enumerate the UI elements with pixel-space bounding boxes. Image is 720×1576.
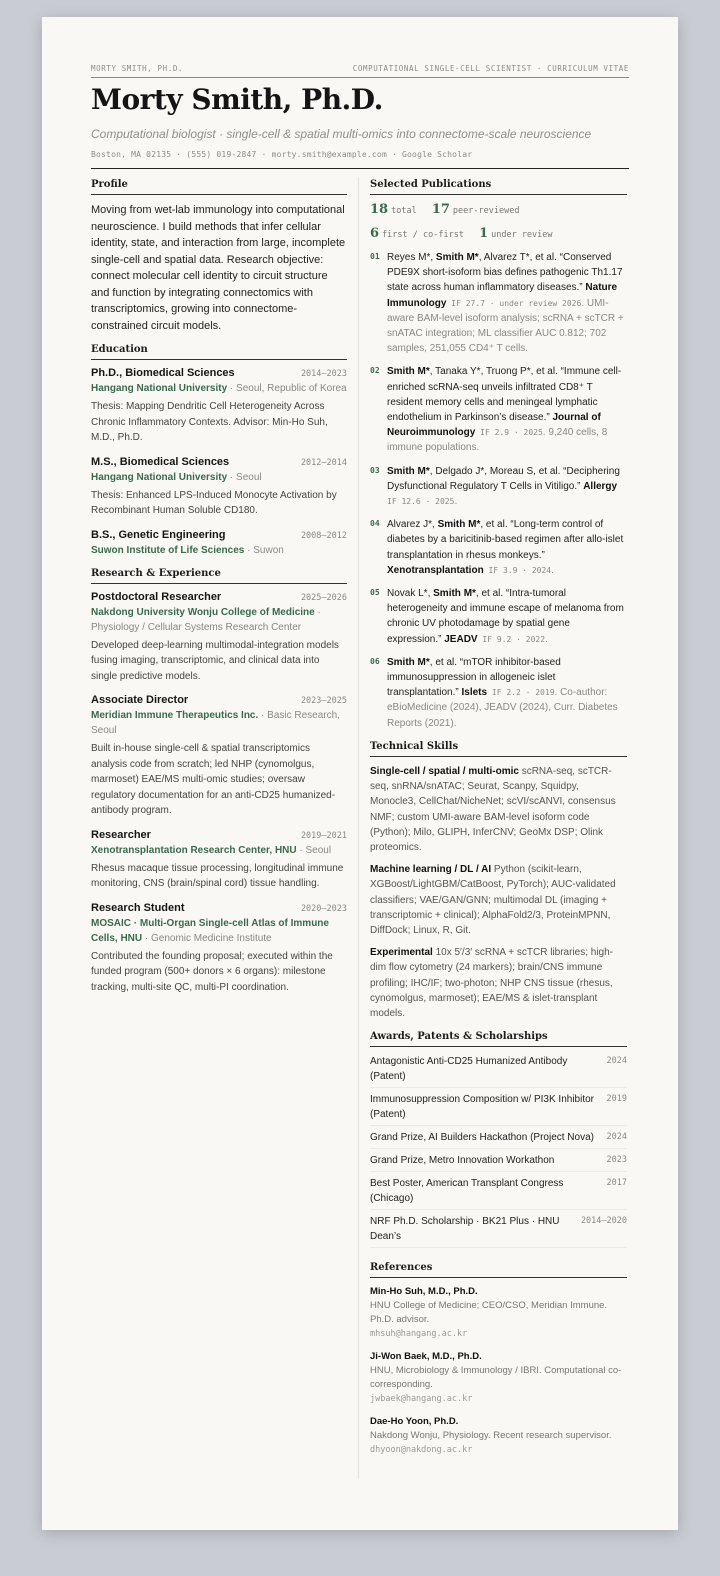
award-item [370, 1050, 627, 1088]
skill-group [370, 764, 627, 855]
entry-date: 2019–2021 [300, 830, 347, 841]
organization-name: Xenotransplantation Research Center, HNU [91, 844, 297, 856]
skill-group-text: Python (scikit-learn, XGBoost/LightGBM/CatBoost, PyTorch); AUC-validated classifiers; VAE/GAN/GNN; multimodal DL (imaging + transcriptomic + clinical); AlphaFold2/3, ProteinMPNN, DiffDock; Linux, R, Git. [370, 864, 616, 936]
reference-item [370, 1350, 627, 1406]
pub-authors-pre: Alvarez J*, [387, 519, 438, 531]
pub-note: . [551, 564, 554, 576]
entry-description: Developed deep-learning multimodal-integration models fusing imaging, transcriptomic, and clinical data into single predictive models. [91, 639, 339, 682]
award-date: 2024 [606, 1056, 627, 1067]
reference-email[interactable]: jwbaek@hangang.ac.kr [370, 1394, 473, 1405]
award-text: Antagonistic Anti-CD25 Humanized Antibody (Patent) [370, 1056, 568, 1083]
education-entry [91, 367, 347, 446]
pub-citation: , et al. “Long-term control of diabetes by a baricitinib-based regimen after allo-islet transplantation in rhesus monkeys.” [387, 519, 624, 561]
pub-impact-meta: IF 27.7 · under review 2026 [446, 298, 582, 308]
pub-self-author: Smith M* [437, 519, 481, 531]
publication-item [370, 517, 627, 578]
award-text: Best Poster, American Transplant Congress (Chicago) [370, 1178, 564, 1205]
education-list [91, 367, 347, 558]
reference-role: Nakdong Wonju, Physiology. Recent research supervisor. [370, 1430, 612, 1442]
award-item [370, 1149, 627, 1172]
running-header-name: MORTY SMITH, PH.D. [91, 64, 184, 73]
pub-citation: , et al. “mTOR inhibitor-based immunosuppression in allogeneic islet transplantation.” [387, 656, 561, 699]
stat-review-count: 1 [479, 226, 489, 241]
role-title: Researcher [91, 828, 151, 841]
tagline: Computational biologist · single-cell & spatial multi-omics into connectome-scale neuroscience [91, 127, 592, 141]
education-heading: Education [91, 344, 347, 360]
degree-title: B.S., Genetic Engineering [91, 528, 226, 541]
degree-title: M.S., Biomedical Sciences [91, 455, 230, 468]
entry-description: Thesis: Mapping Dendritic Cell Heterogeneity Across Chronic Inflammatory Contexts. Advisor: Min-Ho Suh, M.D., Ph.D. [91, 401, 328, 443]
skill-group-label: Experimental [370, 947, 433, 959]
pub-impact-meta: IF 3.9 · 2024 [483, 565, 552, 575]
organization-name: Nakdong University Wonju College of Medicine [91, 606, 315, 618]
pub-journal: Islets [461, 687, 488, 699]
degree-title: Ph.D., Biomedical Sciences [91, 367, 235, 379]
pub-note: . [545, 633, 548, 645]
entry-date: 2025–2026 [300, 592, 347, 603]
pub-journal: JEADV [444, 633, 478, 645]
institution-location: · Suwon [244, 544, 284, 556]
award-date: 2014–2020 [580, 1216, 627, 1227]
institution-name: Hangang National University [91, 471, 228, 483]
awards-heading: Awards, Patents & Scholarships [370, 1031, 627, 1047]
entry-date: 2020–2023 [300, 903, 347, 914]
entry-description: Rhesus macaque tissue processing, longitudinal immune monitoring, CNS (brain/spinal cord) tissue handling. [91, 862, 344, 889]
pub-impact-meta: IF 9.2 · 2022 [477, 634, 546, 644]
pub-authors-pre: Reyes M*, [387, 252, 436, 263]
experience-entry [91, 591, 347, 685]
organization-name: MOSAIC · Multi-Organ Single-cell Atlas of Immune Cells, HNU [91, 917, 329, 944]
pub-citation: , Alvarez T*, et al. “Conserved PDE9X short-isoform bias defines pathogenic Th1.17 state across human inflammatory diseases.” [387, 252, 623, 294]
pub-note: . UMI-aware BAM-level isoform analysis; scRNA + scTCR + snATAC integration; ML classifier AUC 0.812; 702 samples, 251,055 CD4⁺ T cells. [387, 297, 624, 355]
pub-citation: , Tanaka Y*, Truong P*, et al. “Immune cell-enriched scRNA-seq unveils infiltrated CD8⁺ T resident memory cells and meningeal lymphatic endothelium in Parkinson’s disease.” [387, 366, 622, 424]
publication-item [370, 464, 627, 510]
entry-date: 2014–2023 [300, 369, 347, 379]
reference-email[interactable]: mhsuh@hangang.ac.kr [370, 1329, 468, 1340]
publication-number: 03 [370, 465, 380, 475]
skills-heading: Technical Skills [370, 741, 627, 757]
publication-item [370, 364, 627, 455]
page-title: Morty Smith, Ph.D. [91, 83, 383, 116]
contact-line[interactable]: Boston, MA 02135 · (555) 019-2847 · morty.smith@example.com · Google Scholar [91, 150, 473, 159]
stat-peer-count: 17 [431, 202, 450, 217]
skill-group-label: Single-cell / spatial / multi-omic [370, 765, 519, 777]
column-divider [358, 177, 359, 1479]
entry-date: 2012–2014 [300, 457, 347, 468]
pub-note: . [454, 496, 458, 508]
experience-entry [91, 829, 347, 892]
pub-impact-meta: IF 2.9 · 2025 [475, 428, 543, 438]
entry-description: Contributed the founding proposal; executed within the funded program (500+ donors × 6 organs): milestone tracking, multi-site QC, multi-PI coordination. [91, 950, 333, 993]
education-entry [91, 456, 347, 519]
publication-item [370, 586, 627, 647]
experience-list [91, 591, 347, 996]
publication-number: 06 [370, 656, 380, 666]
reference-role: HNU College of Medicine; CEO/CSO, Meridian Immune. Ph.D. advisor. [370, 1300, 608, 1326]
pub-impact-meta: IF 12.6 · 2025 [387, 497, 455, 507]
pub-authors-pre: Novak L*, [387, 588, 434, 600]
pub-note: . Co-author: eBioMedicine (2024), JEADV (2024), Curr. Diabetes Reports (2021). [387, 687, 618, 729]
experience-entry [91, 902, 347, 996]
institution-name: Suwon Institute of Life Sciences [91, 544, 245, 556]
experience-entry [91, 694, 347, 819]
publication-list [370, 250, 627, 731]
profile-text: Moving from wet-lab immunology into computational neuroscience. I build methods that infer cellular identity, state, and interaction from large, incomplete single-cell and spatial data. Research objective: connect molecular cell identity to circuit structure and function by integrating connectomics with transcriptomics, growing into connectome-constrained circuit models. [91, 204, 346, 332]
award-text: Grand Prize, Metro Innovation Workathon [370, 1155, 555, 1167]
pub-note: . 9,240 cells, 8 immune populations. [387, 427, 608, 454]
role-title: Research Student [91, 901, 185, 914]
experience-heading: Research & Experience [91, 568, 347, 584]
profile-heading: Profile [91, 179, 347, 195]
reference-item [370, 1415, 627, 1457]
pub-citation: , et al. “Intra-tumoral heterogeneity and immune escape of melanoma from chronic UV photodamage by spatial gene expression.” [387, 588, 624, 645]
entry-date: 2023–2025 [300, 696, 347, 706]
reference-email[interactable]: dhyoon@nakdong.ac.kr [370, 1445, 473, 1456]
award-date: 2019 [606, 1094, 627, 1105]
organization-unit: · Basic Research, Seoul [91, 710, 340, 736]
award-text: Grand Prize, AI Builders Hackathon (Project Nova) [370, 1132, 594, 1144]
pub-journal: Xenotransplantation [387, 564, 484, 576]
award-date: 2017 [606, 1178, 627, 1189]
publications-heading: Selected Publications [370, 179, 627, 195]
organization-unit: · Seoul [296, 844, 332, 856]
left-column [91, 179, 347, 1005]
entry-description: Built in-house single-cell & spatial transcriptomics analysis code from scratch; led NHP (cynomolgus, marmoset) EAE/MS multi-omic studies; oversaw regulatory documentation for an anti-CD25 humanized-antibody program. [91, 743, 336, 816]
pub-self-author: Smith M* [433, 588, 476, 600]
publication-number: 02 [370, 366, 380, 376]
running-header-title: COMPUTATIONAL SINGLE-CELL SCIENTIST · CURRICULUM VITAE [352, 64, 629, 73]
role-title: Postdoctoral Researcher [91, 590, 222, 603]
award-item [370, 1210, 627, 1248]
pub-self-author: Smith M* [387, 465, 430, 477]
pub-citation: , Delgado J*, Moreau S, et al. “Deciphering Dysfunctional Regulatory T Cells in Vitiligo.” [387, 465, 620, 492]
award-item [370, 1172, 627, 1210]
cv-page [42, 17, 678, 1530]
reference-item [370, 1285, 627, 1341]
skill-group [370, 862, 627, 938]
award-item [370, 1088, 627, 1126]
publication-stats-row-1 [370, 202, 627, 217]
publication-item [370, 250, 627, 356]
skills-list [370, 764, 627, 1021]
entry-description: Thesis: Enhanced LPS-Induced Monocyte Activation by Recombinant Human Soluble CD180. [91, 489, 337, 516]
publication-stats-row-2 [370, 226, 627, 241]
skill-group-text: 10x 5′/3′ scRNA + scTCR libraries; high-dim flow cytometry (24 markers); brain/CNS immune profiling; IHC/IF; two-photon; NHP CNS tissue (rhesus, cynomolgus, marmoset); EAE/MS & islet-transplant models. [370, 947, 614, 1019]
role-title: Associate Director [91, 694, 189, 706]
stat-total-label: total [391, 206, 417, 216]
stat-total-count: 18 [370, 202, 389, 217]
pub-journal: Allergy [583, 480, 618, 492]
reference-name: Ji-Won Baek, M.D., Ph.D. [370, 1351, 482, 1363]
award-text: Immunosuppression Composition w/ PI3K Inhibitor (Patent) [370, 1094, 594, 1121]
pub-impact-meta: IF 2.2 · 2019 [487, 688, 555, 698]
skill-group [370, 945, 627, 1021]
education-entry [91, 529, 347, 558]
reference-name: Min-Ho Suh, M.D., Ph.D. [370, 1286, 478, 1298]
publication-number: 01 [370, 252, 380, 261]
pub-self-author: Smith M* [435, 252, 479, 263]
institution-name: Hangang National University [91, 383, 228, 394]
references-heading: References [370, 1262, 627, 1278]
institution-location: · Seoul, Republic of Korea [227, 383, 347, 394]
stat-first-count: 6 [370, 226, 380, 241]
award-item [370, 1126, 627, 1149]
institution-location: · Seoul [227, 471, 262, 483]
stat-peer-label: peer-reviewed [452, 206, 520, 216]
skill-group-label: Machine learning / DL / AI [370, 864, 492, 876]
reference-role: HNU, Microbiology & Immunology / IBRI. Computational co-corresponding. [370, 1365, 622, 1391]
stat-first-label: first / co-first [382, 230, 464, 240]
award-text: NRF Ph.D. Scholarship · BK21 Plus · HNU Dean’s [370, 1216, 560, 1243]
awards-list [370, 1050, 627, 1248]
entry-date: 2008–2012 [300, 530, 347, 541]
right-column [370, 179, 627, 1466]
stat-review-label: under review [491, 230, 553, 240]
running-header [91, 64, 629, 78]
publication-item [370, 655, 627, 731]
pub-journal: Journal of Neuroimmunology [387, 412, 601, 439]
award-date: 2024 [606, 1132, 627, 1143]
organization-unit: · Physiology / Cellular Systems Research Center [91, 606, 321, 633]
publication-number: 05 [370, 588, 380, 598]
organization-unit: · Genomic Medicine Institute [142, 932, 272, 944]
pub-journal: Nature Immunology [387, 282, 618, 309]
pub-self-author: Smith M* [387, 656, 430, 668]
organization-name: Meridian Immune Therapeutics Inc. [91, 710, 259, 721]
references-list [370, 1285, 627, 1457]
award-date: 2023 [606, 1155, 627, 1166]
publication-number: 04 [370, 519, 380, 529]
pub-self-author: Smith M* [387, 366, 430, 378]
skill-group-text: scRNA-seq, scTCR-seq, snRNA/snATAC; Seurat, Scanpy, Squidpy, Monocle3, CellChat/NicheNet; scVI/scANVI, consensus NMF; custom UMI-aware BAM-level isoform code (Python); Milo, GLIPH, InferCNV; GeoMx DSP; Olink proteomics. [370, 765, 616, 853]
reference-name: Dae-Ho Yoon, Ph.D. [370, 1416, 459, 1428]
header-rule [91, 168, 629, 169]
